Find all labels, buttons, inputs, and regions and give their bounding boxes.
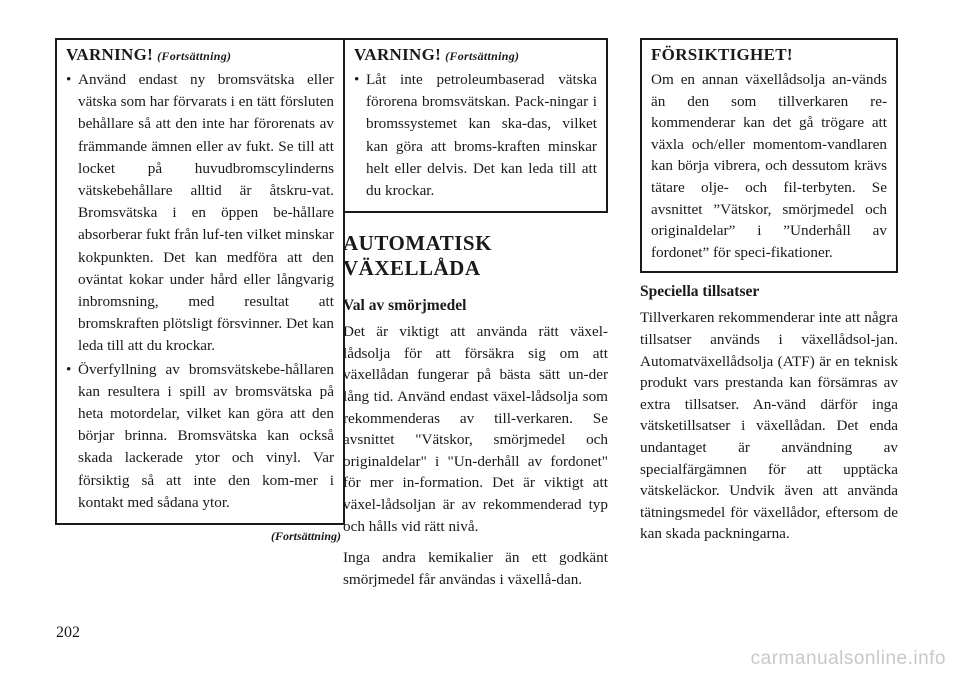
warning-bullet: • Överfyllning av bromsvätskebe-hållaren kan resultera i spill av bromsvätska på heta motordelar, vilket kan göra att den börjar brinna. Bromsvätska kan också skada lackerade ytor och vinyl. Var försiktig så att inte den kom-mer i kontakt med sådana ytor. xyxy=(66,359,334,514)
warning-bullet: • Använd endast ny bromsvätska eller vätska som har förvarats i en tätt försluten behållare så att den inte har förorenats av främmande ämnen eller av fukt. Se till att locket på huvudbromscylinderns vätskebehållare alltid är åtskru-vat. Bromsvätska i en öppen be-hållare absorberar fukt från luf-ten vilket minskar kokpunkten. Det kan medföra att den oväntat kokar under hård eller långvarig inbromsning, med resultat att bromskraften plötsligt försvinner. Det kan leda till att du krockar. xyxy=(66,69,334,358)
watermark: carmanualsonline.info xyxy=(750,648,946,669)
column-right xyxy=(640,38,898,555)
warning-bullet-list xyxy=(354,69,597,202)
warning-continued-label: (Fortsättning) xyxy=(445,49,520,63)
caution-title: FÖRSIKTIGHET! xyxy=(651,45,793,64)
continued-footer: (Fortsättning) xyxy=(270,529,341,544)
page-number: 202 xyxy=(56,624,80,641)
section-title-line-1: AUTOMATISK xyxy=(343,231,492,256)
body-paragraph: Inga andra kemikalier än ett godkänt smörjmedel får användas i växellå-dan. xyxy=(343,549,608,588)
column-middle xyxy=(343,38,608,600)
caution-box xyxy=(640,38,898,273)
warning-box xyxy=(343,38,608,213)
caution-text: Om en annan växellådsolja an-vänds än den som tillverkaren re-kommenderar kan det gå trögare att växla och/eller momentom-vandlaren kan börja vibrera, och dessutom krävs tätare olje- och fil-terbyten. Se avsnittet ”Vätskor, smörjmedel och originaldelar” i ”Underhåll av fordonet” för speci-fikationer. xyxy=(651,71,887,261)
subheading: Speciella tillsatser xyxy=(640,283,760,301)
warning-bullet-list xyxy=(66,69,334,514)
warning-bullet: • Låt inte petroleumbaserad vätska förorena bromsvätskan. Pack-ningar i bromssystemet kan ska-das, vilket kan göra att broms-kraften minskar helt eller delvis. Det kan leda till att du krockar. xyxy=(354,69,597,202)
warning-title: VARNING! xyxy=(66,45,154,64)
column-left xyxy=(55,38,345,544)
warning-continued-label: (Fortsättning) xyxy=(157,49,232,63)
warning-heading xyxy=(66,45,334,65)
subheading: Val av smörjmedel xyxy=(343,297,467,315)
warning-title: VARNING! xyxy=(354,45,442,64)
body-paragraph: Det är viktigt att använda rätt växel-lådsolja för att försäkra sig om att växellådan fungerar på bästa sätt un-der lång tid. Använd endast växel-lådsolja som rekommenderas av till-verkaren. Se avsnittet "Vätskor, smörjmedel och originaldelar" i "Un-derhåll av fordonet" för mer in-formation. Det är viktigt att växel-lådsoljan är av rekommenderad typ och hålls vid rätt nivå. xyxy=(343,323,608,535)
body-paragraph: Tillverkaren rekommenderar inte att några tillsatser används i växellådsol-jan. Automatväxellådsolja (ATF) är en teknisk produkt vars prestanda kan försämras av extra tillsatser. An-vänd därför inga vätsketillsatser i växellådan. Det enda undantaget är användning av specialfärgämnen för att upptäcka vätskeläckor. Undvik även att använda tätningsmedel för växellådor, eftersom de kan skada packningarna. xyxy=(640,309,898,543)
warning-heading xyxy=(354,45,597,65)
section-title-line-2: VÄXELLÅDA xyxy=(343,256,481,281)
warning-box xyxy=(55,38,345,525)
section-title xyxy=(343,231,608,281)
